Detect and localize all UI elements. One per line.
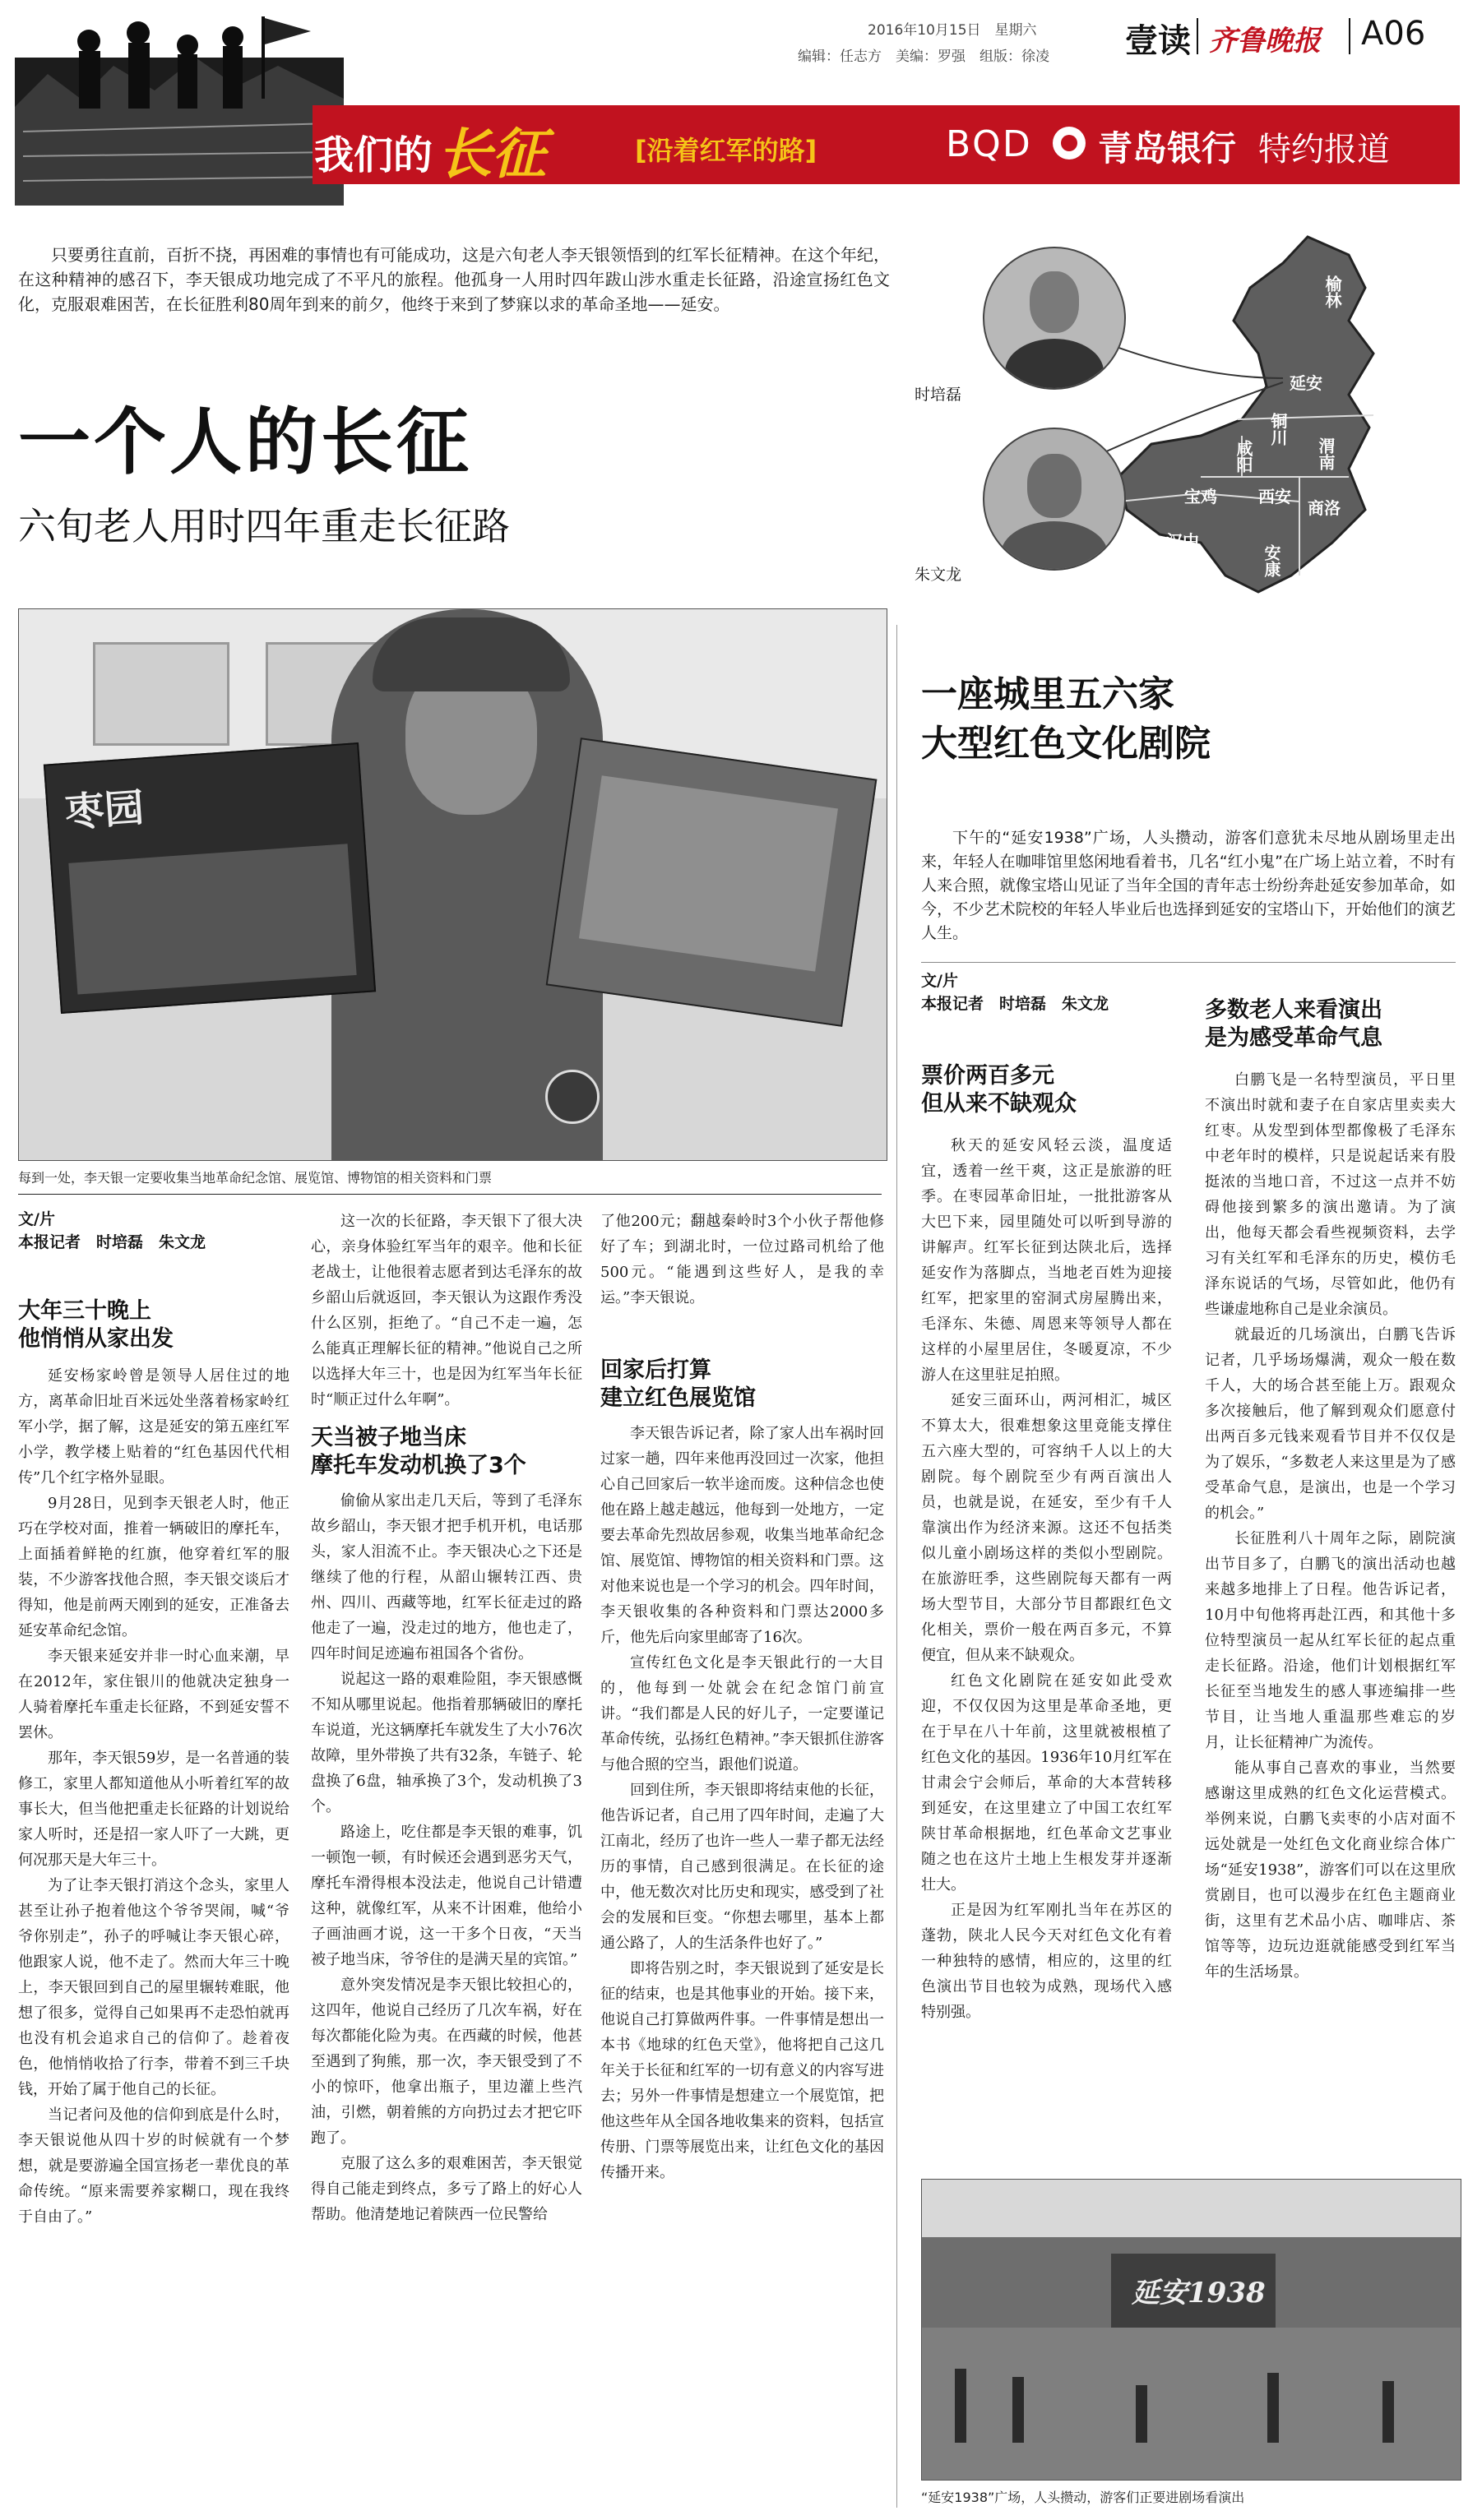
plaza-photo <box>921 2179 1461 2481</box>
header-divider <box>1197 18 1198 54</box>
subheading: 大年三十晚上 他悄悄从家出发 <box>18 1298 174 1352</box>
story-column-2: 偷偷从家出走几天后，等到了毛泽东故乡韶山，李天银才把手机开机，电话那头，家人泪流不止。李天银决心之下还是继续了他的行程，从韶山辗转江西、贵州、四川、西藏等地，红军长征走过的路他走了一遍，没走过的地方，他也走了，四年时间足迹遍布祖国各个省份。 说起这一路的艰难险阻，李天银感慨不知从哪里说起。他指着那辆破旧的摩托车说道，光这辆摩托车就发生了大小76次故障，里外带换了共有32条，车链子、轮盘换了6盘，轴承换了3个，发动机换了3个。 路途上，吃住都是李天银的难事，饥一顿饱一顿，有时候还会遇到恶劣天气，摩托车滑得根本没法走，他说自己计错遭这种，就像红军，从来不计困难，他给小子画油画才说，这一干多个日夜，“天当被子地当床，爷爷住的是满天星的宾馆。” 意外突发情况是李天银比较担心的，这四年，他说自己经历了几次车祸，好在每次都能化险为夷。在西藏的时候，他甚至遇到了狗熊，那一次，李天银受到了不小的惊吓，他拿出瓶子，里边灌上些汽油，引燃，朝着熊的方向扔过去才把它吓跑了。 克服了这么多的艰难困苦，李天银觉得自己能走到终点，多亏了路上的好心人帮助。他清楚地记着陕西一位民警给 <box>311 1492 582 2223</box>
map-city-label: 铜川 <box>1268 413 1288 446</box>
map-city-label: 榆林 <box>1322 275 1342 308</box>
lead-paragraph: 只要勇往直前，百折不挠，再困难的事情也有可能成功，这是六旬老人李天银领悟到的红军长征精神。在这个年纪，在这种精神的感召下，李天银成功地完成了不平凡的旅程。他孤身一人用时四年跋山涉水重走长征路，沿途宣扬红色文化，克服艰难困苦，在长征胜利80周年到来的前夕，他终于来到了梦寐以求的革命圣地——延安。 <box>18 245 890 314</box>
subheading: 多数老人来看演出 是为感受革命气息 <box>1205 997 1382 1051</box>
map-city-label: 咸阳 <box>1234 440 1253 473</box>
map-city-label: 汉中 <box>1166 531 1199 551</box>
issue-date: 2016年10月15日 星期六 <box>868 22 1037 39</box>
book-title: 枣园 <box>63 784 146 837</box>
section-name: 壹读 <box>1125 22 1191 60</box>
book-cover <box>44 742 376 1014</box>
map-city-label: 渭南 <box>1316 437 1336 470</box>
story-column-1: 延安杨家岭曾是领导人居住过的地方，离革命旧址百米远处坐落着杨家岭红军小学，据了解，这是延安的第五座红军小学，教学楼上贴着的“红色基因代代相传”几个红字格外显眼。 9月28日，见到李天银老人时，他正巧在学校对面，推着一辆破旧的摩托车，上面插着鲜艳的红旗，他穿着红军的服装，不少游客找他合照，李天银交谈后才得知，他是前两天刚到的延安，正准备去延安革命纪念馆。 李天银来延安并非一时心血来潮，早在2012年，家住银川的他就决定独身一人骑着摩托车重走长征路，不到延安誓不罢休。 那年，李天银59岁，是一名普通的装修工，家里人都知道他从小听着红军的故事长大，但当他把重走长征路的计划说给家人听时，还是招一家人吓了一大跳，更何况那天是大年三十。 为了让李天银打消这个念头，家里人甚至让孙子抱着他这个爷爷哭闹，喊“爷爷你别走”，孙子的呼喊让李天银心碎，他跟家人说，他不走了。然而大年三十晚上，李天银回到自己的屋里辗转难眠，他想了很多，觉得自己如果再不走恐怕就再也没有机会追求自己的信仰了。趁着夜色，他悄悄收拾了行李，带着不到三千块钱，开始了属于他自己的长征。 当记者问及他的信仰到底是什么时，李天银说他从四十岁的时候就有一个梦想，就是要游遍全国宣扬老一辈优良的革命传统。“原来需要养家糊口，现在我终于自由了。” <box>18 1367 289 2226</box>
map-city-label: 延安 <box>1290 370 1322 394</box>
divider <box>18 1194 882 1195</box>
byline: 本报记者 时培磊 朱文龙 <box>18 1233 206 1251</box>
masthead <box>0 0 1468 210</box>
story-column-3: 李天银告诉记者，除了家人出车祸时回过家一趟，四年来他再没回过一次家，他担心自己回家后一软半途而废。这种信念也使他在路上越走越远，他每到一处地方，一定要去革命先烈故居参观，收集当地革命纪念馆、展览馆、博物馆的相关资料和门票。这对他来说也是一个学习的机会。四年时间，李天银收集的各种资料和门票达2000多斤，他先后向家里邮寄了16次。 宣传红色文化是李天银此行的一大目的，他每到一处就会在纪念馆门前宣讲。“我们都是人民的好儿子，一定要谨记革命传统，弘扬红色精神。”李天银抓住游客与他合照的空当，跟他们说道。 回到住所，李天银即将结束他的长征，他告诉记者，自己用了四年时间，走遍了大江南北，经历了也许一些人一辈子都无法经历的事情，自己感到很满足。在长征的途中，他无数次对比历史和现实，感受到了社会的发展和巨变。“你想去哪里，基本上都通公路了，人的生活条件也好了。” 即将告别之时，李天银说到了延安是长征的结束，也是其他事业的开始。接下来，他说自己打算做两件事。一件事情是想出一本书《地球的红色天堂》，他将把自己这几年关于长征和红军的一切有意义的内容写进去；另外一件事情是想建立一个展览馆，把他这些年从全国各地收集来的资料，包括宣传册、门票等展览出来，让红色文化的基因传播开来。 <box>600 1425 884 2181</box>
secondary-lead: 下午的“延安1938”广场，人头攒动，游客们意犹未尽地从剧场里走出来，年轻人在咖啡馆里悠闲地看着书，几名“红小鬼”在广场上站立着，不时有人来合照，就像宝塔山见证了当年全国的青年志士纷纷奔赴延安参加革命，如今，不少艺术院校的年轻人毕业后也选择到延安的宝塔山下，开始他们的演艺人生。 <box>921 829 1456 942</box>
brochure <box>546 738 878 1027</box>
subheading: 天当被子地当床 摩托车发动机换了3个 <box>311 1425 526 1478</box>
byline-label: 文/片 <box>18 1210 55 1228</box>
banner <box>313 105 1460 184</box>
header-divider <box>1349 18 1350 54</box>
bank-logo-icon <box>1053 127 1086 160</box>
sponsor-code: BQD <box>946 123 1032 165</box>
subheading: 回家后打算 建立红色展览馆 <box>600 1357 756 1411</box>
map-city-label: 商洛 <box>1308 498 1341 518</box>
main-photo <box>18 608 887 1161</box>
avatar-reporter-1 <box>983 247 1126 390</box>
divider <box>896 625 897 2508</box>
byline-label: 文/片 <box>921 972 958 990</box>
plaza-sign: 延安1938 <box>1132 2277 1266 2310</box>
reporters-map-panel <box>905 222 1464 608</box>
story-column-5: 白鹏飞是一名特型演员，平日里不演出时就和妻子在自家店里卖卖大红枣。从发型到体型都像极了毛泽东中老年时的模样，只是说起话来有股挺浓的当地口音，不过这一点并不妨碍他接到繁多的演出邀请。为了演出，他每天都会看些视频资料，去学习有关红军和毛泽东的历史，模仿毛泽东说话的气场，尽管如此，他仍有些谦虚地称自己是业余演员。 就最近的几场演出，白鹏飞告诉记者，几乎场场爆满，观众一般在数千人，大的场合甚至能上万。跟观众多次接触后，他了解到观众们愿意付出两百多元钱来观看节目并不仅仅是为了娱乐，“多数老人来这里是为了感受革命气息，是演出，也是一个学习的机会。” 长征胜利八十周年之际，剧院演出节目多了，白鹏飞的演出活动也越来越多地排上了日程。他告诉记者，10月中旬他将再赴江西，和其他十多位特型演员一起从红军长征的起点重走长征路。沿途，他们计划根据红军长征至当地发生的感人事迹编排一些节目，让当地人重温那些难忘的岁月，让长征精神广为流传。 能从事自己喜欢的事业，当然要感谢这里成熟的红色文化运营模式。举例来说，白鹏飞卖枣的小店对面不远处就是一处红色文化商业综合体广场“延安1938”，游客们可以在这里欣赏剧目，也可以漫步在红色主题商业街，这里有艺术品小店、咖啡店、茶馆等等，边玩边逛就能感受到红军当年的生活场景。 <box>1205 1071 1456 1981</box>
reporter-2-name: 朱文龙 <box>915 566 962 584</box>
woodcut-illustration <box>15 8 344 206</box>
sponsor-note: 特约报道 <box>1258 131 1390 169</box>
paper-name: 齐鲁晚报 <box>1209 25 1321 58</box>
reporter-1-name: 时培磊 <box>915 386 962 404</box>
main-photo-caption: 每到一处，李天银一定要收集当地革命纪念馆、展览馆、博物馆的相关资料和门票 <box>18 1170 493 1186</box>
headline: 一个人的长征 <box>18 400 473 484</box>
divider <box>921 962 1456 963</box>
story-column-2-top: 这一次的长征路，李天银下了很大决心，亲身体验红军当年的艰辛。他和长征老战士，让他很着志愿者到达毛泽东的故乡韶山后就返回，李天银认为这跟作秀没什么区别，拒绝了。“自己不走一遍，怎么能真正理解长征的精神。”他说自己之所以选择大年三十，也是因为红军当年长征时“顺正过什么年啊”。 <box>311 1213 582 1408</box>
subheadline: 六旬老人用时四年重走长征路 <box>18 504 510 548</box>
subheading: 票价两百多元 但从来不缺观众 <box>921 1063 1077 1117</box>
story-column-4: 秋天的延安风轻云淡，温度适宜，透着一丝干爽，这正是旅游的旺季。在枣园革命旧址，一批批游客从大巴下来，园里随处可以听到导游的讲解声。红军长征到达陕北后，选择延安作为落脚点，当地老百姓为迎接红军，把家里的窑洞式房屋腾出来，毛泽东、朱德、周恩来等领导人都在这样的小屋里居住，冬暖夏凉，不少游人在这里驻足拍照。 延安三面环山，两河相汇，城区不算太大，很难想象这里竟能支撑住五六座大型的，可容纳千人以上的大剧院。每个剧院至少有两百演出人员，也就是说，在延安，至少有千人靠演出作为经济来源。这还不包括类似儿童小剧场这样的类似小型剧院。在旅游旺季，这些剧院每天都有一两场大型节目，大部分节目都跟红色文化相关，票价一般在两百多元，不算便宜，但从来不缺观众。 红色文化剧院在延安如此受欢迎，不仅仅因为这里是革命圣地，更在于早在八十年前，这里就被根植了红色文化的基因。1936年10月红军在甘肃会宁会师后，革命的大本营转移到延安，在这里建立了中国工农红军陕甘革命根据地，红色革命文艺事业随之也在这片土地上生根发芽并逐渐壮大。 正是因为红军刚扎当年在苏区的蓬勃，陕北人民今天对红色文化有着一种独特的感情，相应的，这里的红色演出节目也较为成熟，现场代入感特别强。 <box>921 1137 1172 2021</box>
sponsor-bank: 青岛银行 <box>1098 128 1237 169</box>
banner-subtitle: [沿着红军的路] <box>635 135 817 166</box>
banner-title-calligraphy: 长征 <box>438 122 546 186</box>
editor-credits: 编辑：任志方 美编：罗强 组版：徐凌 <box>798 49 1049 65</box>
story-column-3-top: 了他200元；翻越秦岭时3个小伙子帮他修好了车；到湖北时，一位过路司机给了他500元。“能遇到这些好人，是我的幸运。”李天银说。 <box>600 1213 884 1306</box>
map-city-label: 宝鸡 <box>1184 487 1217 506</box>
plaza-photo-caption: “延安1938”广场，人头攒动，游客们正要进剧场看演出 <box>921 2490 1245 2505</box>
page-number: A06 <box>1361 15 1426 53</box>
avatar-reporter-2 <box>983 428 1126 571</box>
banner-title: 我们的 <box>314 132 433 178</box>
secondary-headline: 一座城里五六家 大型红色文化剧院 <box>921 673 1211 765</box>
map-city-label: 西安 <box>1258 487 1291 506</box>
badge-icon <box>545 1070 600 1124</box>
map-city-label: 安康 <box>1262 544 1281 577</box>
byline: 本报记者 时培磊 朱文龙 <box>921 995 1109 1013</box>
